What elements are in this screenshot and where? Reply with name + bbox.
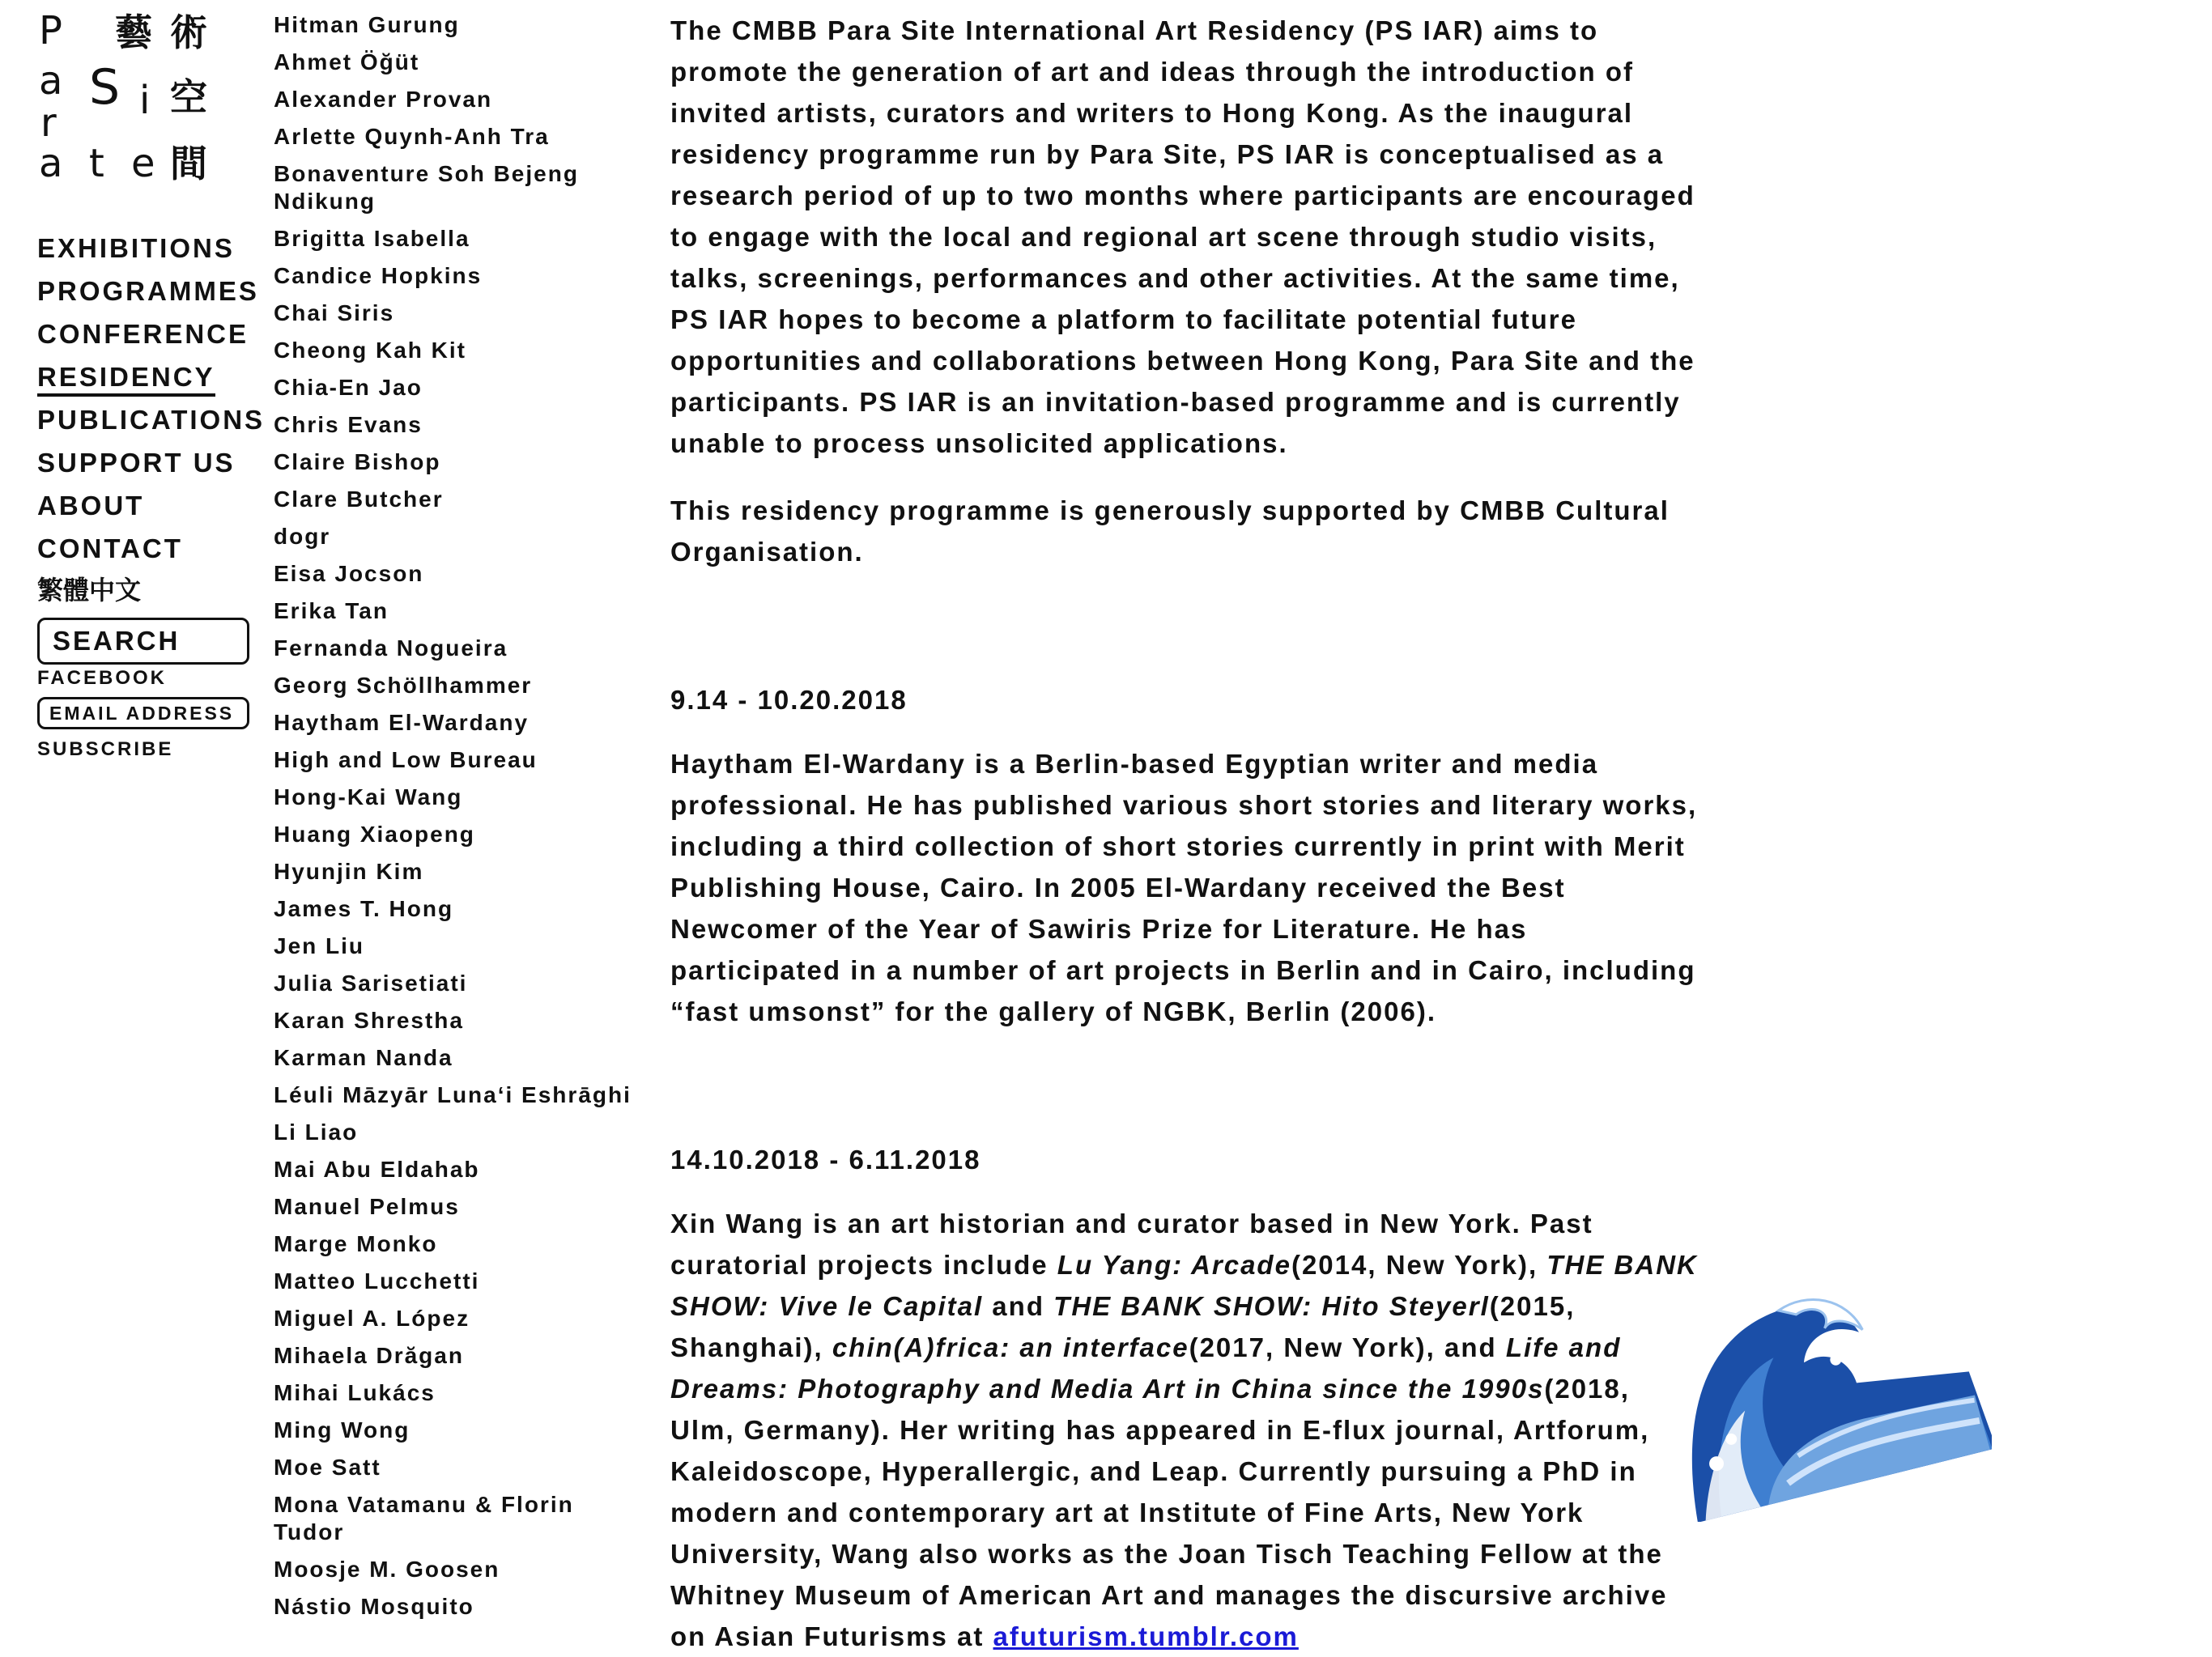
language-switch-chinese[interactable]: 繁體中文 [37, 576, 142, 605]
artist-list-item[interactable]: Fernanda Nogueira [274, 635, 508, 661]
artist-list-item[interactable]: Hong-Kai Wang [274, 784, 463, 809]
artist-list-item[interactable]: dogr [274, 524, 331, 549]
subscribe-button[interactable]: SUBSCRIBE [37, 738, 174, 760]
bio-text: (2014, New York), [1291, 1250, 1547, 1280]
para-site-logo[interactable] [36, 8, 222, 189]
artist-list-item[interactable]: Léuli Māzyār Luna‘i Eshrāghi [274, 1082, 632, 1107]
main-nav [37, 227, 272, 610]
artist-list-item[interactable]: Nástio Mosquito [274, 1594, 474, 1619]
nav-label: PUBLICATIONS [37, 405, 266, 435]
nav-about[interactable] [37, 484, 272, 527]
bio-text: (2018, Ulm, Germany). Her writing has appeared in E-flux journal, Artforum, Kaleidoscope, Hyperallergic, and Leap. Currently pursuing a PhD in modern and contemporary art at Institute of Fine Arts, New York University, Wang also works as the Joan Tisch Teaching Fellow at the Whitney Museum of American Art and manages the discursive archive on Asian Futurisms at [670, 1374, 1668, 1651]
nav-label: RESIDENCY [37, 362, 215, 397]
artist-list-item[interactable]: Chai Siris [274, 300, 395, 325]
logo-letter: i [139, 78, 151, 123]
artist-list-item[interactable]: Claire Bishop [274, 449, 441, 474]
bio-text: and [983, 1291, 1054, 1321]
logo-letter: P [39, 8, 62, 53]
wave-emoji-icon [1644, 1247, 1992, 1522]
email-field[interactable]: EMAIL ADDRESS [37, 697, 249, 729]
artist-list-item[interactable]: Moosje M. Goosen [274, 1557, 500, 1582]
artist-list-item[interactable]: Chris Evans [274, 412, 423, 437]
facebook-link[interactable]: FACEBOOK [37, 667, 168, 689]
residency-date: 14.10.2018 - 6.11.2018 [670, 1145, 981, 1175]
artist-list-item[interactable]: Chia-En Jao [274, 375, 423, 400]
artist-list-item[interactable]: Brigitta Isabella [274, 226, 470, 251]
nav-label: CONTACT [37, 533, 183, 563]
artist-list-item[interactable]: Julia Sarisetiati [274, 971, 468, 996]
logo-cjk-glyph: 藝 [115, 11, 152, 54]
support-paragraph: This residency programme is generously supported by CMBB Cultural Organisation. [670, 495, 1670, 567]
artist-list-item[interactable]: Ming Wong [274, 1417, 410, 1442]
nav-label: PROGRAMMES [37, 276, 259, 306]
nav-contact[interactable] [37, 527, 272, 570]
logo-letter: a [39, 141, 63, 186]
artist-list-item[interactable]: Clare Butcher [274, 486, 444, 512]
artist-list-item[interactable]: Arlette Quynh-Anh Tra [274, 124, 550, 149]
exhibition-title: Life and Dreams: Photography and Media Art in China since the 1990s [670, 1332, 1622, 1404]
artist-list-item[interactable]: Karman Nanda [274, 1045, 453, 1070]
artist-list-item[interactable]: Manuel Pelmus [274, 1194, 460, 1219]
artist-list-item[interactable]: Cheong Kah Kit [274, 338, 466, 363]
logo-cjk-glyph: 間 [170, 142, 207, 185]
artist-list-item[interactable]: Matteo Lucchetti [274, 1268, 480, 1294]
artist-list-item[interactable]: Mihaela Drăgan [274, 1343, 464, 1368]
exhibition-title: THE BANK SHOW: Hito Steyerl [1053, 1291, 1490, 1321]
artist-list-item[interactable]: Jen Liu [274, 933, 365, 958]
nav-label: SUPPORT US [37, 448, 236, 478]
nav-programmes[interactable] [37, 270, 272, 312]
logo-letter: t [89, 141, 104, 186]
artist-list-item[interactable]: Hyunjin Kim [274, 859, 424, 884]
artist-list-item[interactable]: Huang Xiaopeng [274, 822, 475, 847]
artist-list [274, 11, 646, 1630]
residency-bio: Haytham El-Wardany is a Berlin-based Egyptian writer and media professional. He has published various short stories and literary works, including a third collection of short stories currently in print with Merit Publishing House, Cairo. In 2005 El-Wardany received the Best Newcomer of the Year of Sawiris Prize for Literature. He has participated in a number of art projects in Berlin and in Cairo, including “fast umsonst” for the gallery of NGBK, Berlin (2006). [670, 749, 1698, 1026]
artist-list-item[interactable]: Li Liao [274, 1120, 359, 1145]
residency-bio [670, 1203, 1699, 1657]
artist-list-item[interactable]: Karan Shrestha [274, 1008, 464, 1033]
artist-list-item[interactable]: Georg Schöllhammer [274, 673, 533, 698]
search-input[interactable]: SEARCH [37, 618, 249, 665]
artist-list-item[interactable]: Bonaventure Soh Bejeng Ndikung [274, 161, 579, 214]
logo-cjk-glyph: 空 [170, 75, 207, 119]
nav-conference[interactable] [37, 312, 272, 355]
artist-list-item[interactable]: Eisa Jocson [274, 561, 424, 586]
nav-support-us[interactable] [37, 441, 272, 484]
nav-exhibitions[interactable] [37, 227, 272, 270]
logo-letter: a [39, 58, 63, 104]
artist-list-item[interactable]: Mihai Lukács [274, 1380, 436, 1405]
logo-letter: e [131, 141, 155, 186]
artist-list-item[interactable]: Haytham El-Wardany [274, 710, 530, 735]
nav-label: CONFERENCE [37, 319, 249, 349]
artist-list-item[interactable]: Erika Tan [274, 598, 389, 623]
bio-text: Xin Wang is an art historian and curator based in New York. Past curatorial projects include [670, 1209, 1593, 1280]
exhibition-title: THE BANK SHOW: Vive le Capital [670, 1250, 1698, 1321]
artist-list-item[interactable]: Candice Hopkins [274, 263, 483, 288]
nav-label: ABOUT [37, 491, 145, 520]
artist-list-item[interactable]: Mai Abu Eldahab [274, 1157, 480, 1182]
intro-paragraph: The CMBB Para Site International Art Residency (PS IAR) aims to promote the generation of art and ideas through the introduction of invited artists, curators and writers to Hong Kong. As the inaugural residency programme run by Para Site, PS IAR is conceptualised as a research period of up to two months where participants are encouraged to engage with the local and regional art scene through studio visits, talks, screenings, performances and other activities. At the same time, PS IAR hopes to become a platform to facilitate potential future opportunities and collaborations between Hong Kong, Para Site and the participants. PS IAR is an invitation-based programme and is currently unable to process unsolicited applications. [670, 15, 1695, 458]
exhibition-title: Lu Yang: Arcade [1057, 1250, 1291, 1280]
artist-list-item[interactable]: Miguel A. López [274, 1306, 470, 1331]
artist-list-item[interactable]: Marge Monko [274, 1231, 438, 1256]
artist-list-item[interactable]: Ahmet Öğüt [274, 49, 420, 74]
artist-list-item[interactable]: High and Low Bureau [274, 747, 538, 772]
exhibition-title: chin(A)frica: an interface [832, 1332, 1189, 1362]
artist-list-item[interactable]: James T. Hong [274, 896, 454, 921]
bio-text: (2015, Shanghai), [670, 1291, 1576, 1362]
artist-list-item[interactable]: Moe Satt [274, 1455, 381, 1480]
nav-residency[interactable] [37, 355, 272, 398]
logo-letter: S [89, 59, 121, 116]
logo-cjk-glyph: 術 [170, 11, 207, 54]
afuturism-link[interactable]: afuturism.tumblr.com [993, 1621, 1299, 1651]
nav-publications[interactable] [37, 398, 272, 441]
bio-text: (2017, New York), and [1189, 1332, 1506, 1362]
logo-letter: r [40, 100, 57, 146]
artist-list-item[interactable]: Hitman Gurung [274, 12, 460, 37]
artist-list-item[interactable]: Alexander Provan [274, 87, 493, 112]
residency-date: 9.14 - 10.20.2018 [670, 685, 908, 715]
artist-list-item[interactable]: Mona Vatamanu & Florin Tudor [274, 1492, 574, 1544]
residency-content [670, 10, 1699, 1657]
nav-label: EXHIBITIONS [37, 233, 235, 263]
